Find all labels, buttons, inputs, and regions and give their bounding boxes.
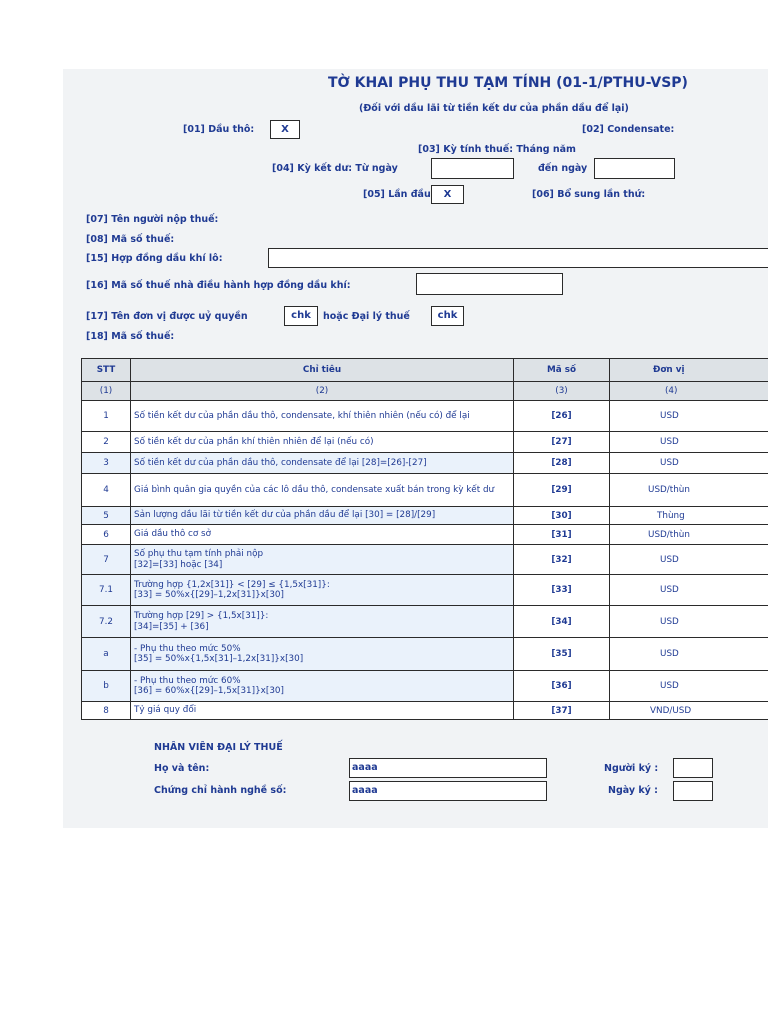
row-stt: b bbox=[82, 671, 131, 702]
row-unit[interactable]: USD bbox=[610, 432, 768, 453]
row-indicator: Số tiền kết dư của phần dầu thô, condensate, khí thiên nhiên (nếu có) để lại bbox=[131, 401, 514, 432]
table-row bbox=[82, 606, 768, 638]
table-row bbox=[82, 638, 768, 671]
row-indicator-line2: [32]=[33] hoặc [34] bbox=[134, 559, 223, 570]
row-stt: 3 bbox=[82, 453, 131, 474]
row-stt: a bbox=[82, 638, 131, 671]
table-row bbox=[82, 525, 768, 545]
header-indicator: Chỉ tiêu bbox=[131, 359, 514, 382]
row-indicator: Giá bình quân gia quyền của các lô dầu thô, condensate xuất bán trong kỳ kết dư bbox=[131, 474, 514, 507]
row-stt: 7.2 bbox=[82, 606, 131, 638]
row-indicator bbox=[131, 671, 514, 702]
agent-cert-input[interactable]: aaaa bbox=[349, 781, 547, 801]
row-indicator bbox=[131, 575, 514, 606]
field-16-input[interactable] bbox=[416, 273, 563, 295]
row-code: [28] bbox=[514, 453, 610, 474]
field-06-label: [06] Bổ sung lần thứ: bbox=[532, 189, 646, 200]
field-02-label: [02] Condensate: bbox=[582, 124, 675, 135]
row-stt: 1 bbox=[82, 401, 131, 432]
field-17-authorized-checkbox[interactable]: chk bbox=[284, 306, 318, 326]
row-code: [32] bbox=[514, 545, 610, 575]
field-17-label: [17] Tên đơn vị được uỷ quyền bbox=[86, 311, 248, 322]
table-row bbox=[82, 453, 768, 474]
agent-name-input[interactable]: aaaa bbox=[349, 758, 547, 778]
agent-cert-label: Chứng chỉ hành nghề số: bbox=[154, 785, 287, 796]
row-code: [36] bbox=[514, 671, 610, 702]
field-04-label: [04] Kỳ kết dư: Từ ngày bbox=[272, 163, 398, 174]
row-unit[interactable]: VND/USD bbox=[610, 702, 768, 720]
table-row bbox=[82, 671, 768, 702]
field-15-input[interactable] bbox=[268, 248, 768, 268]
field-01-label: [01] Dầu thô: bbox=[183, 124, 255, 135]
row-indicator-line1: Số phụ thu tạm tính phải nộp bbox=[134, 549, 264, 560]
row-indicator-line1: - Phụ thu theo mức 50% bbox=[134, 643, 241, 654]
row-code: [37] bbox=[514, 702, 610, 720]
field-05-label: [05] Lần đầu bbox=[363, 189, 431, 200]
table-row bbox=[82, 545, 768, 575]
field-01-checkbox[interactable]: X bbox=[270, 120, 300, 139]
row-code: [33] bbox=[514, 575, 610, 606]
row-unit[interactable]: USD bbox=[610, 545, 768, 575]
row-indicator bbox=[131, 545, 514, 575]
form-sheet bbox=[63, 69, 768, 828]
sign-date-input[interactable] bbox=[673, 781, 713, 801]
table-row bbox=[82, 474, 768, 507]
row-indicator: Sản lượng dầu lãi từ tiền kết dư của phần dầu để lại [30] = [28]/[29] bbox=[131, 507, 514, 525]
signer-input[interactable] bbox=[673, 758, 713, 778]
index-cell: (2) bbox=[131, 382, 514, 401]
agent-heading: NHÂN VIÊN ĐẠI LÝ THUẾ bbox=[154, 742, 283, 753]
page-title: TỜ KHAI PHỤ THU TẠM TÍNH (01-1/PTHU-VSP) bbox=[328, 75, 688, 91]
index-cell: (1) bbox=[82, 382, 131, 401]
header-unit: Đơn vị bbox=[610, 359, 768, 382]
field-03-label: [03] Kỳ tính thuế: Tháng năm bbox=[418, 144, 576, 155]
row-stt: 5 bbox=[82, 507, 131, 525]
row-unit[interactable]: USD bbox=[610, 606, 768, 638]
row-stt: 7.1 bbox=[82, 575, 131, 606]
row-indicator: Số tiền kết dư của phần dầu thô, condensate để lại [28]=[26]-[27] bbox=[131, 453, 514, 474]
table-index-row bbox=[82, 382, 768, 401]
row-indicator: Giá dầu thô cơ sở bbox=[131, 525, 514, 545]
header-code: Mã số bbox=[514, 359, 610, 382]
row-stt: 6 bbox=[82, 525, 131, 545]
row-unit[interactable]: USD bbox=[610, 671, 768, 702]
row-code: [27] bbox=[514, 432, 610, 453]
row-code: [31] bbox=[514, 525, 610, 545]
table-row bbox=[82, 702, 768, 720]
index-cell: (3) bbox=[514, 382, 610, 401]
row-code: [30] bbox=[514, 507, 610, 525]
field-17-agent-checkbox[interactable]: chk bbox=[431, 306, 464, 326]
row-indicator-line2: [34]=[35] + [36] bbox=[134, 621, 209, 632]
row-unit[interactable]: USD bbox=[610, 638, 768, 671]
agent-name-label: Họ và tên: bbox=[154, 763, 210, 774]
field-04-from-input[interactable] bbox=[431, 158, 514, 179]
row-indicator bbox=[131, 638, 514, 671]
data-table bbox=[81, 358, 768, 720]
table-row bbox=[82, 432, 768, 453]
index-cell: (4) bbox=[610, 382, 768, 401]
row-code: [26] bbox=[514, 401, 610, 432]
sign-date-label: Ngày ký : bbox=[608, 785, 658, 796]
field-05-checkbox[interactable]: X bbox=[431, 185, 464, 204]
field-04-to-label: đến ngày bbox=[538, 163, 588, 174]
row-indicator bbox=[131, 606, 514, 638]
row-indicator-line2: [35] = 50%x{1,5x[31]–1,2x[31]}x[30] bbox=[134, 654, 304, 664]
header-stt: STT bbox=[82, 359, 131, 382]
row-indicator-line1: Trường hợp {1,2x[31]} < [29] ≤ {1,5x[31]}: bbox=[134, 579, 330, 590]
row-indicator-line2: [36] = 60%x{[29]–1,5x[31]}x[30] bbox=[134, 686, 284, 696]
field-18-label: [18] Mã số thuế: bbox=[86, 331, 175, 342]
field-16-label: [16] Mã số thuế nhà điều hành hợp đồng dầu khí: bbox=[86, 280, 351, 291]
row-code: [35] bbox=[514, 638, 610, 671]
row-unit[interactable]: Thùng bbox=[610, 507, 768, 525]
row-stt: 7 bbox=[82, 545, 131, 575]
row-unit[interactable]: USD bbox=[610, 453, 768, 474]
row-unit[interactable]: USD bbox=[610, 401, 768, 432]
field-15-label: [15] Hợp đồng dầu khí lô: bbox=[86, 253, 223, 264]
signer-label: Người ký : bbox=[604, 763, 659, 774]
row-unit[interactable]: USD/thùn bbox=[610, 474, 768, 507]
row-indicator-line1: Trường hợp [29] > {1,5x[31]}: bbox=[134, 611, 269, 622]
field-08-label: [08] Mã số thuế: bbox=[86, 234, 175, 245]
row-indicator-line1: - Phụ thu theo mức 60% bbox=[134, 675, 241, 686]
row-code: [29] bbox=[514, 474, 610, 507]
row-stt: 8 bbox=[82, 702, 131, 720]
table-header-row bbox=[82, 359, 768, 382]
row-indicator: Tỷ giá quy đổi bbox=[131, 702, 514, 720]
page-subtitle: (Đối với dầu lãi từ tiền kết dư của phần dầu để lại) bbox=[359, 103, 629, 114]
row-indicator: Số tiền kết dư của phần khí thiên nhiên để lại (nếu có) bbox=[131, 432, 514, 453]
row-code: [34] bbox=[514, 606, 610, 638]
row-unit[interactable]: USD bbox=[610, 575, 768, 606]
table-row bbox=[82, 401, 768, 432]
row-stt: 2 bbox=[82, 432, 131, 453]
field-04-to-input[interactable] bbox=[594, 158, 675, 179]
table-row bbox=[82, 575, 768, 606]
row-indicator-line2: [33] = 50%x{[29]–1,2x[31]}x[30] bbox=[134, 590, 284, 600]
field-17-or-label: hoặc Đại lý thuế bbox=[323, 311, 410, 322]
table-row bbox=[82, 507, 768, 525]
row-stt: 4 bbox=[82, 474, 131, 507]
field-07-label: [07] Tên người nộp thuế: bbox=[86, 214, 219, 225]
row-unit[interactable]: USD/thùn bbox=[610, 525, 768, 545]
